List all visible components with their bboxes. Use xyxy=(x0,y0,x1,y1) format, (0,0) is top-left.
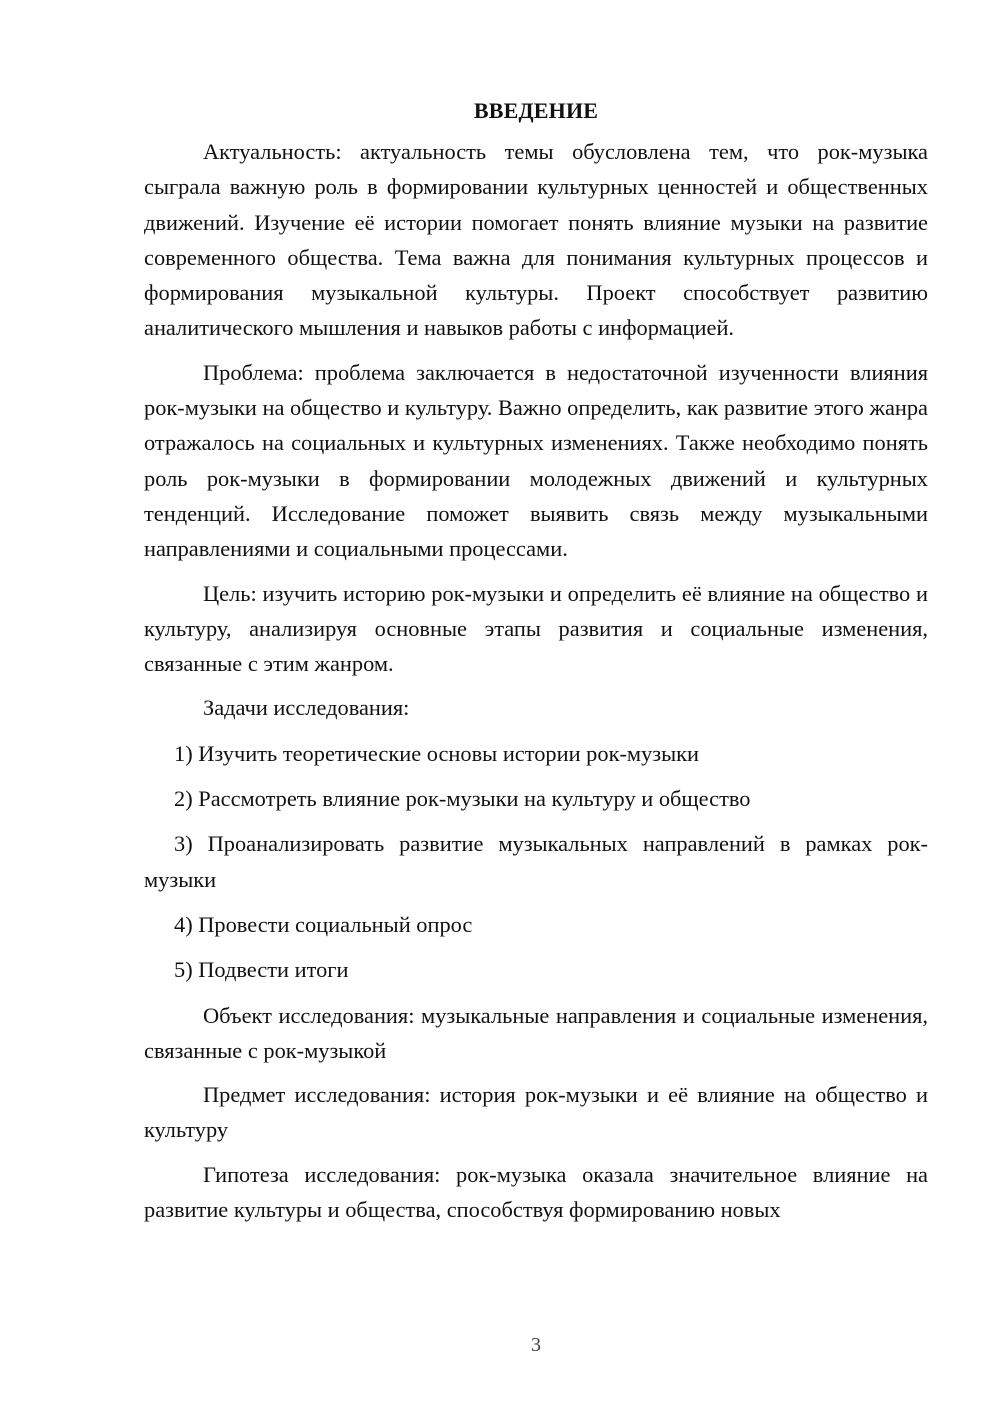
goal-paragraph: Цель: изучить историю рок-музыки и определить её влияние на общество и культуру, анализируя основные этапы развития и социальные изменения, связанные с этим жанром. xyxy=(144,580,928,677)
task-item-3: 3) Проанализировать развитие музыкальных направлений в рамках рок-музыки xyxy=(144,831,928,892)
tasks-heading: Задачи исследования: xyxy=(203,695,410,721)
document-page xyxy=(144,93,928,1236)
task-item-1: 1) Изучить теоретические основы истории рок-музыки xyxy=(174,740,700,766)
relevance-paragraph: Актуальность: актуальность темы обусловлена тем, что рок-музыка сыграла важную роль в формировании культурных ценностей и общественных движений. Изучение её истории помогает понять влияние музыки на развитие современного общества. Тема важна для понимания культурных процессов и формирования музыкальной культуры. Проект способствует развитию аналитического мышления и навыков работы с информацией. xyxy=(144,139,928,341)
page-title: ВВЕДЕНИЕ xyxy=(473,98,599,123)
problem-paragraph: Проблема: проблема заключается в недостаточной изученности влияния рок-музыки на общество и культуру. Важно определить, как развитие этого жанра отражалось на социальных и культурных изменениях. Также необходимо понять роль рок-музыки в формировании молодежных движений и культурных тенденций. Исследование поможет выявить связь между музыкальными направлениями и социальными процессами. xyxy=(144,359,928,562)
page-number: 3 xyxy=(531,1334,541,1356)
hypothesis-paragraph: Гипотеза исследования: рок-музыка оказала значительное влияние на развитие культуры и общества, способствуя формированию новых xyxy=(144,1161,928,1223)
subject-paragraph: Предмет исследования: история рок-музыки и её влияние на общество и культуру xyxy=(144,1082,928,1143)
task-item-5: 5) Подвести итоги xyxy=(174,957,349,983)
task-item-4: 4) Провести социальный опрос xyxy=(174,911,473,937)
task-item-2: 2) Рассмотреть влияние рок-музыки на культуру и общество xyxy=(174,786,751,812)
object-paragraph: Объект исследования: музыкальные направления и социальные изменения, связанные с рок-музыкой xyxy=(144,1002,928,1063)
